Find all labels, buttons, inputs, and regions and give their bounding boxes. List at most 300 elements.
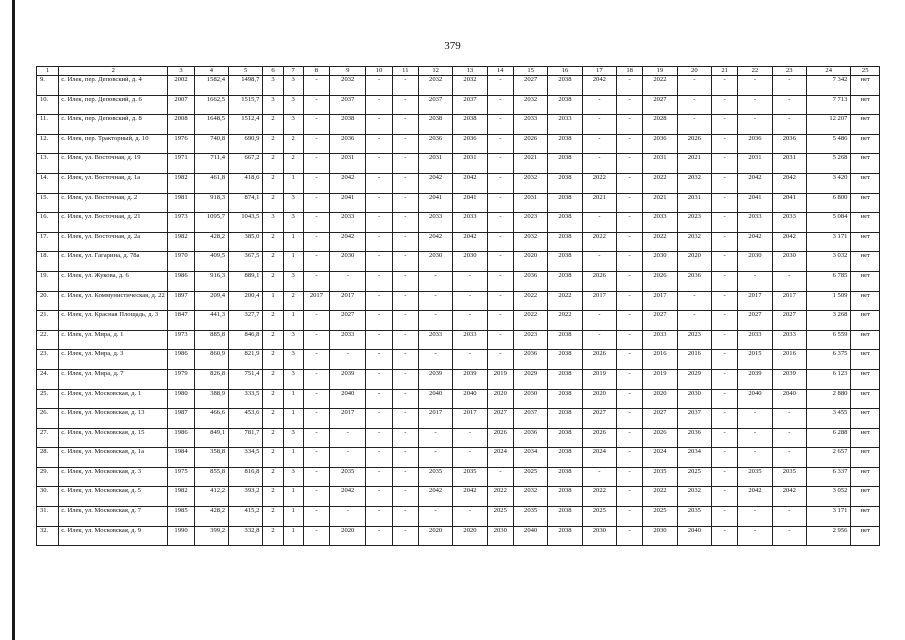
table-cell-col-8: - [303,154,329,174]
address-cell: с. Илек, пер. Деповский, д. 4 [59,76,168,96]
column-number-19: 19 [643,67,677,76]
table-cell-col-21: - [712,291,738,311]
table-cell-col-21: - [712,95,738,115]
table-cell-col-19: 2035 [643,467,677,487]
table-cell-col-8: - [303,311,329,331]
table-cell-col-20: 2035 [677,507,711,527]
table-cell-col-7: 1 [283,487,303,507]
table-cell-col-18: - [617,526,643,546]
table-cell-col-11: - [392,389,418,409]
column-number-6: 6 [263,67,283,76]
table-cell-col-9: 2039 [330,369,366,389]
table-cell-col-24: 3 420 [806,173,850,193]
address-cell: с. Илек, ул. Мира, д. 1 [59,330,168,350]
table-cell-col-25: нет [851,291,880,311]
table-cell-col-25: нет [851,526,880,546]
table-cell-col-15: 2031 [513,193,547,213]
table-cell-col-23: - [772,95,806,115]
address-cell: с. Илек, ул. Восточная, д. 1а [59,173,168,193]
table-cell-col-15: 2032 [513,95,547,115]
table-cell-col-24: 6 785 [806,271,850,291]
table-cell-col-5: 1512,4 [229,115,263,135]
table-cell-col-12: 2033 [418,213,452,233]
table-cell-col-22: 2035 [738,467,772,487]
table-cell-col-21: - [712,311,738,331]
table-cell-col-25: нет [851,115,880,135]
table-cell-col-16: 2038 [548,428,582,448]
table-cell-col-8: - [303,409,329,429]
table-cell-col-11: - [392,252,418,272]
table-cell-col-25: нет [851,76,880,96]
table-cell-col-10: - [366,173,392,193]
table-cell-col-17: - [582,311,616,331]
table-cell-col-23: - [772,428,806,448]
table-cell-col-19: 2025 [643,507,677,527]
table-cell-col-7: 3 [283,330,303,350]
table-row [37,271,880,291]
table-cell-col-8: - [303,350,329,370]
table-cell-col-24: 6 559 [806,330,850,350]
table-cell-col-12: 2042 [418,173,452,193]
table-cell-col-21: - [712,428,738,448]
table-cell-col-18: - [617,487,643,507]
table-cell-col-5: 667,2 [229,154,263,174]
table-cell-col-25: нет [851,154,880,174]
table-cell-col-23: - [772,271,806,291]
table-cell-col-25: нет [851,369,880,389]
table-cell-col-25: нет [851,193,880,213]
table-cell-col-7: 3 [283,271,303,291]
table-cell-col-17: 2022 [582,232,616,252]
table-cell-col-16: 2038 [548,467,582,487]
table-cell-col-13: - [453,311,487,331]
table-cell-col-24: 7 342 [806,76,850,96]
table-cell-col-11: - [392,271,418,291]
table-cell-col-6: 3 [263,95,283,115]
table-cell-col-25: нет [851,350,880,370]
table-cell-col-9: 2033 [330,330,366,350]
table-cell-col-7: 1 [283,526,303,546]
table-cell-col-18: - [617,330,643,350]
table-cell-col-23: 2035 [772,467,806,487]
row-number-cell: 14. [37,173,59,193]
table-cell-col-4: 1662,5 [194,95,228,115]
table-cell-col-22: 2042 [738,173,772,193]
table-cell-col-7: 3 [283,467,303,487]
table-cell-col-16: 2033 [548,115,582,135]
table-cell-col-22: - [738,95,772,115]
table-cell-col-9: 2017 [330,409,366,429]
table-cell-col-12: 2035 [418,467,452,487]
row-number-cell: 23. [37,350,59,370]
table-cell-col-17: 2024 [582,448,616,468]
table-cell-col-14: - [487,467,513,487]
table-cell-col-15: 2034 [513,448,547,468]
table-cell-col-13: 2039 [453,369,487,389]
table-cell-col-11: - [392,76,418,96]
table-cell-col-6: 2 [263,193,283,213]
table-cell-col-7: 3 [283,213,303,233]
address-cell: с. Илек, ул. Московская, д. 1 [59,389,168,409]
table-cell-col-9: 2027 [330,311,366,331]
table-cell-col-9: 2031 [330,154,366,174]
table-cell-col-22: - [738,428,772,448]
table-cell-col-24: 6 337 [806,467,850,487]
table-row [37,154,880,174]
table-cell-col-13: 2040 [453,389,487,409]
table-cell-col-3: 1990 [168,526,194,546]
table-cell-col-9: 2042 [330,232,366,252]
table-cell-col-22: - [738,76,772,96]
table-cell-col-11: - [392,232,418,252]
page-left-edge-line [12,0,15,640]
table-cell-col-16: 2038 [548,271,582,291]
table-cell-col-23: - [772,409,806,429]
table-cell-col-18: - [617,173,643,193]
table-cell-col-22: - [738,409,772,429]
table-cell-col-12: 2042 [418,487,452,507]
table-cell-col-12: 2017 [418,409,452,429]
table-cell-col-24: 6 123 [806,369,850,389]
address-cell: с. Илек, ул. Гагарина, д. 78а [59,252,168,272]
table-cell-col-22: 2015 [738,350,772,370]
table-cell-col-12: 2041 [418,193,452,213]
table-cell-col-19: 2020 [643,389,677,409]
table-cell-col-17: - [582,154,616,174]
table-cell-col-14: - [487,173,513,193]
table-cell-col-6: 2 [263,350,283,370]
table-cell-col-18: - [617,271,643,291]
table-cell-col-8: - [303,232,329,252]
table-cell-col-22: 2030 [738,252,772,272]
table-row [37,173,880,193]
row-number-cell: 20. [37,291,59,311]
table-cell-col-20: 2025 [677,467,711,487]
table-cell-col-11: - [392,115,418,135]
column-number-12: 12 [418,67,452,76]
table-cell-col-5: 751,4 [229,369,263,389]
table-row [37,213,880,233]
table-cell-col-8: - [303,448,329,468]
table-cell-col-18: - [617,448,643,468]
table-cell-col-15: 2023 [513,213,547,233]
table-cell-col-13: - [453,428,487,448]
table-cell-col-3: 1979 [168,369,194,389]
table-cell-col-24: 3 268 [806,311,850,331]
table-cell-col-23: 2039 [772,369,806,389]
row-number-cell: 18. [37,252,59,272]
table-cell-col-6: 2 [263,311,283,331]
table-cell-col-7: 1 [283,232,303,252]
table-cell-col-18: - [617,154,643,174]
table-cell-col-7: 2 [283,154,303,174]
table-cell-col-3: 2002 [168,76,194,96]
table-cell-col-9: - [330,507,366,527]
table-cell-col-21: - [712,232,738,252]
table-cell-col-11: - [392,311,418,331]
table-cell-col-6: 2 [263,526,283,546]
column-number-8: 8 [303,67,329,76]
table-cell-col-15: 2020 [513,252,547,272]
column-number-18: 18 [617,67,643,76]
table-cell-col-3: 2008 [168,115,194,135]
table-cell-col-12: 2042 [418,232,452,252]
table-cell-col-14: 2025 [487,507,513,527]
table-cell-col-16: 2038 [548,369,582,389]
table-cell-col-19: 2017 [643,291,677,311]
table-cell-col-16: 2038 [548,252,582,272]
table-cell-col-13: - [453,291,487,311]
table-cell-col-22: 2033 [738,330,772,350]
table-cell-col-14: - [487,115,513,135]
table-cell-col-14: - [487,232,513,252]
table-cell-col-25: нет [851,232,880,252]
table-cell-col-11: - [392,173,418,193]
table-cell-col-17: 2017 [582,291,616,311]
table-cell-col-24: 3 171 [806,232,850,252]
column-number-header-row [37,67,880,76]
table-cell-col-8: - [303,428,329,448]
table-cell-col-22: 2017 [738,291,772,311]
table-cell-col-4: 826,8 [194,369,228,389]
table-cell-col-6: 2 [263,448,283,468]
table-row [37,526,880,546]
table-cell-col-14: - [487,76,513,96]
table-cell-col-4: 409,5 [194,252,228,272]
table-cell-col-20: 2021 [677,154,711,174]
column-number-3: 3 [168,67,194,76]
address-cell: с. Илек, ул. Московская, д. 15 [59,428,168,448]
table-cell-col-11: - [392,487,418,507]
table-cell-col-20: 2016 [677,350,711,370]
table-cell-col-14: 2024 [487,448,513,468]
table-cell-col-5: 200,4 [229,291,263,311]
table-cell-col-21: - [712,389,738,409]
table-cell-col-5: 690,9 [229,134,263,154]
table-cell-col-13: 2041 [453,193,487,213]
address-cell: с. Илек, пер. Тракторный, д. 10 [59,134,168,154]
row-number-cell: 24. [37,369,59,389]
table-row [37,232,880,252]
table-cell-col-18: - [617,507,643,527]
table-cell-col-8: - [303,173,329,193]
table-cell-col-15: 2030 [513,389,547,409]
table-cell-col-3: 2007 [168,95,194,115]
table-cell-col-12: 2040 [418,389,452,409]
table-cell-col-8: - [303,507,329,527]
table-cell-col-7: 1 [283,507,303,527]
table-cell-col-7: 1 [283,389,303,409]
table-cell-col-19: 2024 [643,448,677,468]
table-cell-col-15: 2027 [513,76,547,96]
table-cell-col-15: 2036 [513,350,547,370]
table-cell-col-11: - [392,428,418,448]
table-cell-col-8: 2017 [303,291,329,311]
table-cell-col-24: 6 800 [806,193,850,213]
table-cell-col-23: 2031 [772,154,806,174]
table-cell-col-10: - [366,389,392,409]
table-cell-col-4: 849,1 [194,428,228,448]
table-cell-col-18: - [617,232,643,252]
table-cell-col-23: - [772,76,806,96]
table-cell-col-19: 2022 [643,76,677,96]
table-cell-col-15: 2040 [513,526,547,546]
table-cell-col-4: 740,8 [194,134,228,154]
table-cell-col-6: 2 [263,409,283,429]
table-cell-col-8: - [303,134,329,154]
table-cell-col-3: 1973 [168,213,194,233]
column-number-25: 25 [851,67,880,76]
table-cell-col-12: 2038 [418,115,452,135]
table-cell-col-17: - [582,467,616,487]
table-cell-col-19: 2036 [643,134,677,154]
table-cell-col-12: - [418,311,452,331]
table-cell-col-20: 2031 [677,193,711,213]
column-number-14: 14 [487,67,513,76]
table-cell-col-5: 1515,7 [229,95,263,115]
table-cell-col-3: 1982 [168,173,194,193]
table-cell-col-11: - [392,526,418,546]
table-cell-col-6: 2 [263,232,283,252]
table-cell-col-7: 3 [283,76,303,96]
row-number-cell: 25. [37,389,59,409]
table-cell-col-24: 3 455 [806,409,850,429]
table-cell-col-11: - [392,134,418,154]
table-cell-col-18: - [617,115,643,135]
table-cell-col-12: 2030 [418,252,452,272]
table-cell-col-4: 388,9 [194,389,228,409]
table-cell-col-15: 2037 [513,409,547,429]
table-row [37,252,880,272]
table-cell-col-7: 3 [283,369,303,389]
table-cell-col-18: - [617,134,643,154]
table-cell-col-5: 1498,7 [229,76,263,96]
table-cell-col-20: 2037 [677,409,711,429]
table-cell-col-16: 2038 [548,193,582,213]
table-cell-col-16: 2022 [548,291,582,311]
table-cell-col-4: 711,4 [194,154,228,174]
table-cell-col-23: 2041 [772,193,806,213]
table-cell-col-14: 2030 [487,526,513,546]
table-cell-col-9: 2042 [330,487,366,507]
table-cell-col-7: 3 [283,95,303,115]
table-cell-col-14: - [487,350,513,370]
table-cell-col-12: - [418,291,452,311]
table-cell-col-16: 2038 [548,487,582,507]
table-cell-col-25: нет [851,271,880,291]
table-cell-col-10: - [366,193,392,213]
table-cell-col-13: 2020 [453,526,487,546]
table-cell-col-16: 2038 [548,448,582,468]
table-cell-col-20: 2032 [677,487,711,507]
table-cell-col-6: 2 [263,134,283,154]
table-row [37,467,880,487]
table-cell-col-20: 2026 [677,134,711,154]
table-cell-col-24: 3 032 [806,252,850,272]
table-cell-col-22: 2033 [738,213,772,233]
table-cell-col-9: - [330,428,366,448]
table-cell-col-9: 2030 [330,252,366,272]
table-cell-col-13: 2035 [453,467,487,487]
table-cell-col-5: 327,7 [229,311,263,331]
table-cell-col-14: - [487,271,513,291]
table-cell-col-17: - [582,115,616,135]
table-cell-col-7: 1 [283,311,303,331]
table-cell-col-17: 2026 [582,271,616,291]
table-cell-col-13: - [453,271,487,291]
table-cell-col-18: - [617,213,643,233]
table-cell-col-24: 6 288 [806,428,850,448]
table-cell-col-24: 3 052 [806,487,850,507]
table-cell-col-5: 816,8 [229,467,263,487]
page-number: 379 [444,40,461,52]
table-row [37,193,880,213]
table-cell-col-4: 860,9 [194,350,228,370]
address-cell: с. Илек, ул. Красная Площадь, д. 3 [59,311,168,331]
table-cell-col-7: 1 [283,173,303,193]
table-cell-col-18: - [617,193,643,213]
table-cell-col-10: - [366,369,392,389]
table-cell-col-19: 2033 [643,213,677,233]
table-cell-col-3: 1980 [168,389,194,409]
table-cell-col-25: нет [851,389,880,409]
row-number-cell: 19. [37,271,59,291]
address-cell: с. Илек, ул. Восточная, д. 19 [59,154,168,174]
table-cell-col-20: - [677,95,711,115]
row-number-cell: 11. [37,115,59,135]
table-cell-col-21: - [712,193,738,213]
table-cell-col-3: 1987 [168,409,194,429]
table-cell-col-22: - [738,526,772,546]
table-cell-col-17: 2019 [582,369,616,389]
table-cell-col-9: - [330,350,366,370]
table-cell-col-15: 2029 [513,369,547,389]
table-cell-col-22: 2042 [738,232,772,252]
column-number-13: 13 [453,67,487,76]
table-cell-col-14: - [487,193,513,213]
table-cell-col-17: 2022 [582,487,616,507]
table-cell-col-11: - [392,95,418,115]
table-cell-col-12: 2032 [418,76,452,96]
table-cell-col-19: 2028 [643,115,677,135]
table-cell-col-24: 2 956 [806,526,850,546]
table-cell-col-19: 2030 [643,526,677,546]
table-cell-col-20: 2036 [677,428,711,448]
table-cell-col-20: 2030 [677,389,711,409]
table-cell-col-19: 2019 [643,369,677,389]
table-cell-col-11: - [392,350,418,370]
table-cell-col-7: 3 [283,428,303,448]
table-cell-col-3: 1985 [168,507,194,527]
table-cell-col-7: 1 [283,448,303,468]
table-cell-col-4: 209,4 [194,291,228,311]
table-cell-col-22: - [738,507,772,527]
column-number-11: 11 [392,67,418,76]
table-cell-col-16: 2022 [548,311,582,331]
table-cell-col-3: 1981 [168,193,194,213]
table-cell-col-18: - [617,389,643,409]
table-cell-col-6: 2 [263,487,283,507]
table-cell-col-5: 889,1 [229,271,263,291]
table-cell-col-17: 2030 [582,526,616,546]
table-cell-col-10: - [366,115,392,135]
row-number-cell: 15. [37,193,59,213]
table-cell-col-11: - [392,330,418,350]
table-cell-col-4: 1095,7 [194,213,228,233]
table-row [37,311,880,331]
table-cell-col-19: 2027 [643,409,677,429]
table-cell-col-21: - [712,173,738,193]
